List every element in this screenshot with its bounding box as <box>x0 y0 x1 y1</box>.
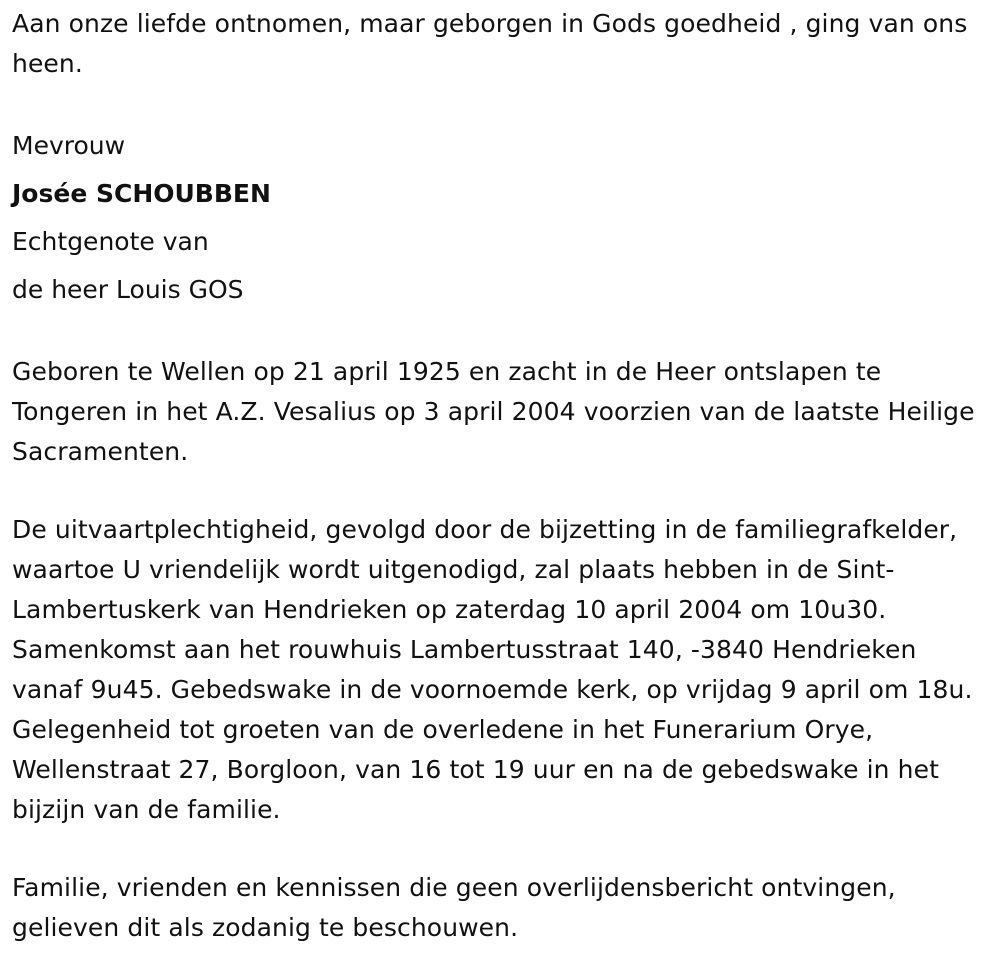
ceremony-paragraph: De uitvaartplechtigheid, gevolgd door de bijzetting in de familiegrafkelder, waartoe U vriendelijk wordt uitgenodigd, zal plaats hebben in de Sint-Lambertuskerk van Hendrieken op zaterdag 10 april 2004 om 10u30. Samenkomst aan het rouwhuis Lambertusstraat 140, -3840 Hendrieken vanaf 9u45. Gebedswake in de voornoemde kerk, op vrijdag 9 april om 18u. Gelegenheid tot groeten van de overledene in het Funerarium Orye, Wellenstraat 27, Borgloon, van 16 tot 19 uur en na de gebedswake in het bijzijn van de familie. <box>12 515 973 824</box>
relation-line-1: Echtgenote van <box>12 227 209 256</box>
deceased-name: Josée SCHOUBBEN <box>12 179 271 208</box>
birth-death-paragraph: Geboren te Wellen op 21 april 1925 en zacht in de Heer ontslapen te Tongeren in het A.Z. Vesalius op 3 april 2004 voorzien van de laatste Heilige Sacramenten. <box>12 357 975 466</box>
relation-line-2: de heer Louis GOS <box>12 275 244 304</box>
spacer <box>12 472 988 510</box>
spacer <box>12 830 988 868</box>
spacer <box>12 84 988 122</box>
intro-paragraph: Aan onze liefde ontnomen, maar geborgen in Gods goedheid , ging van ons heen. <box>12 9 968 78</box>
spacer <box>12 314 988 352</box>
title-prefix: Mevrouw <box>12 131 126 160</box>
closing-paragraph: Familie, vrienden en kennissen die geen overlijdensbericht ontvingen, gelieven dit als zodanig te beschouwen. <box>12 873 896 942</box>
